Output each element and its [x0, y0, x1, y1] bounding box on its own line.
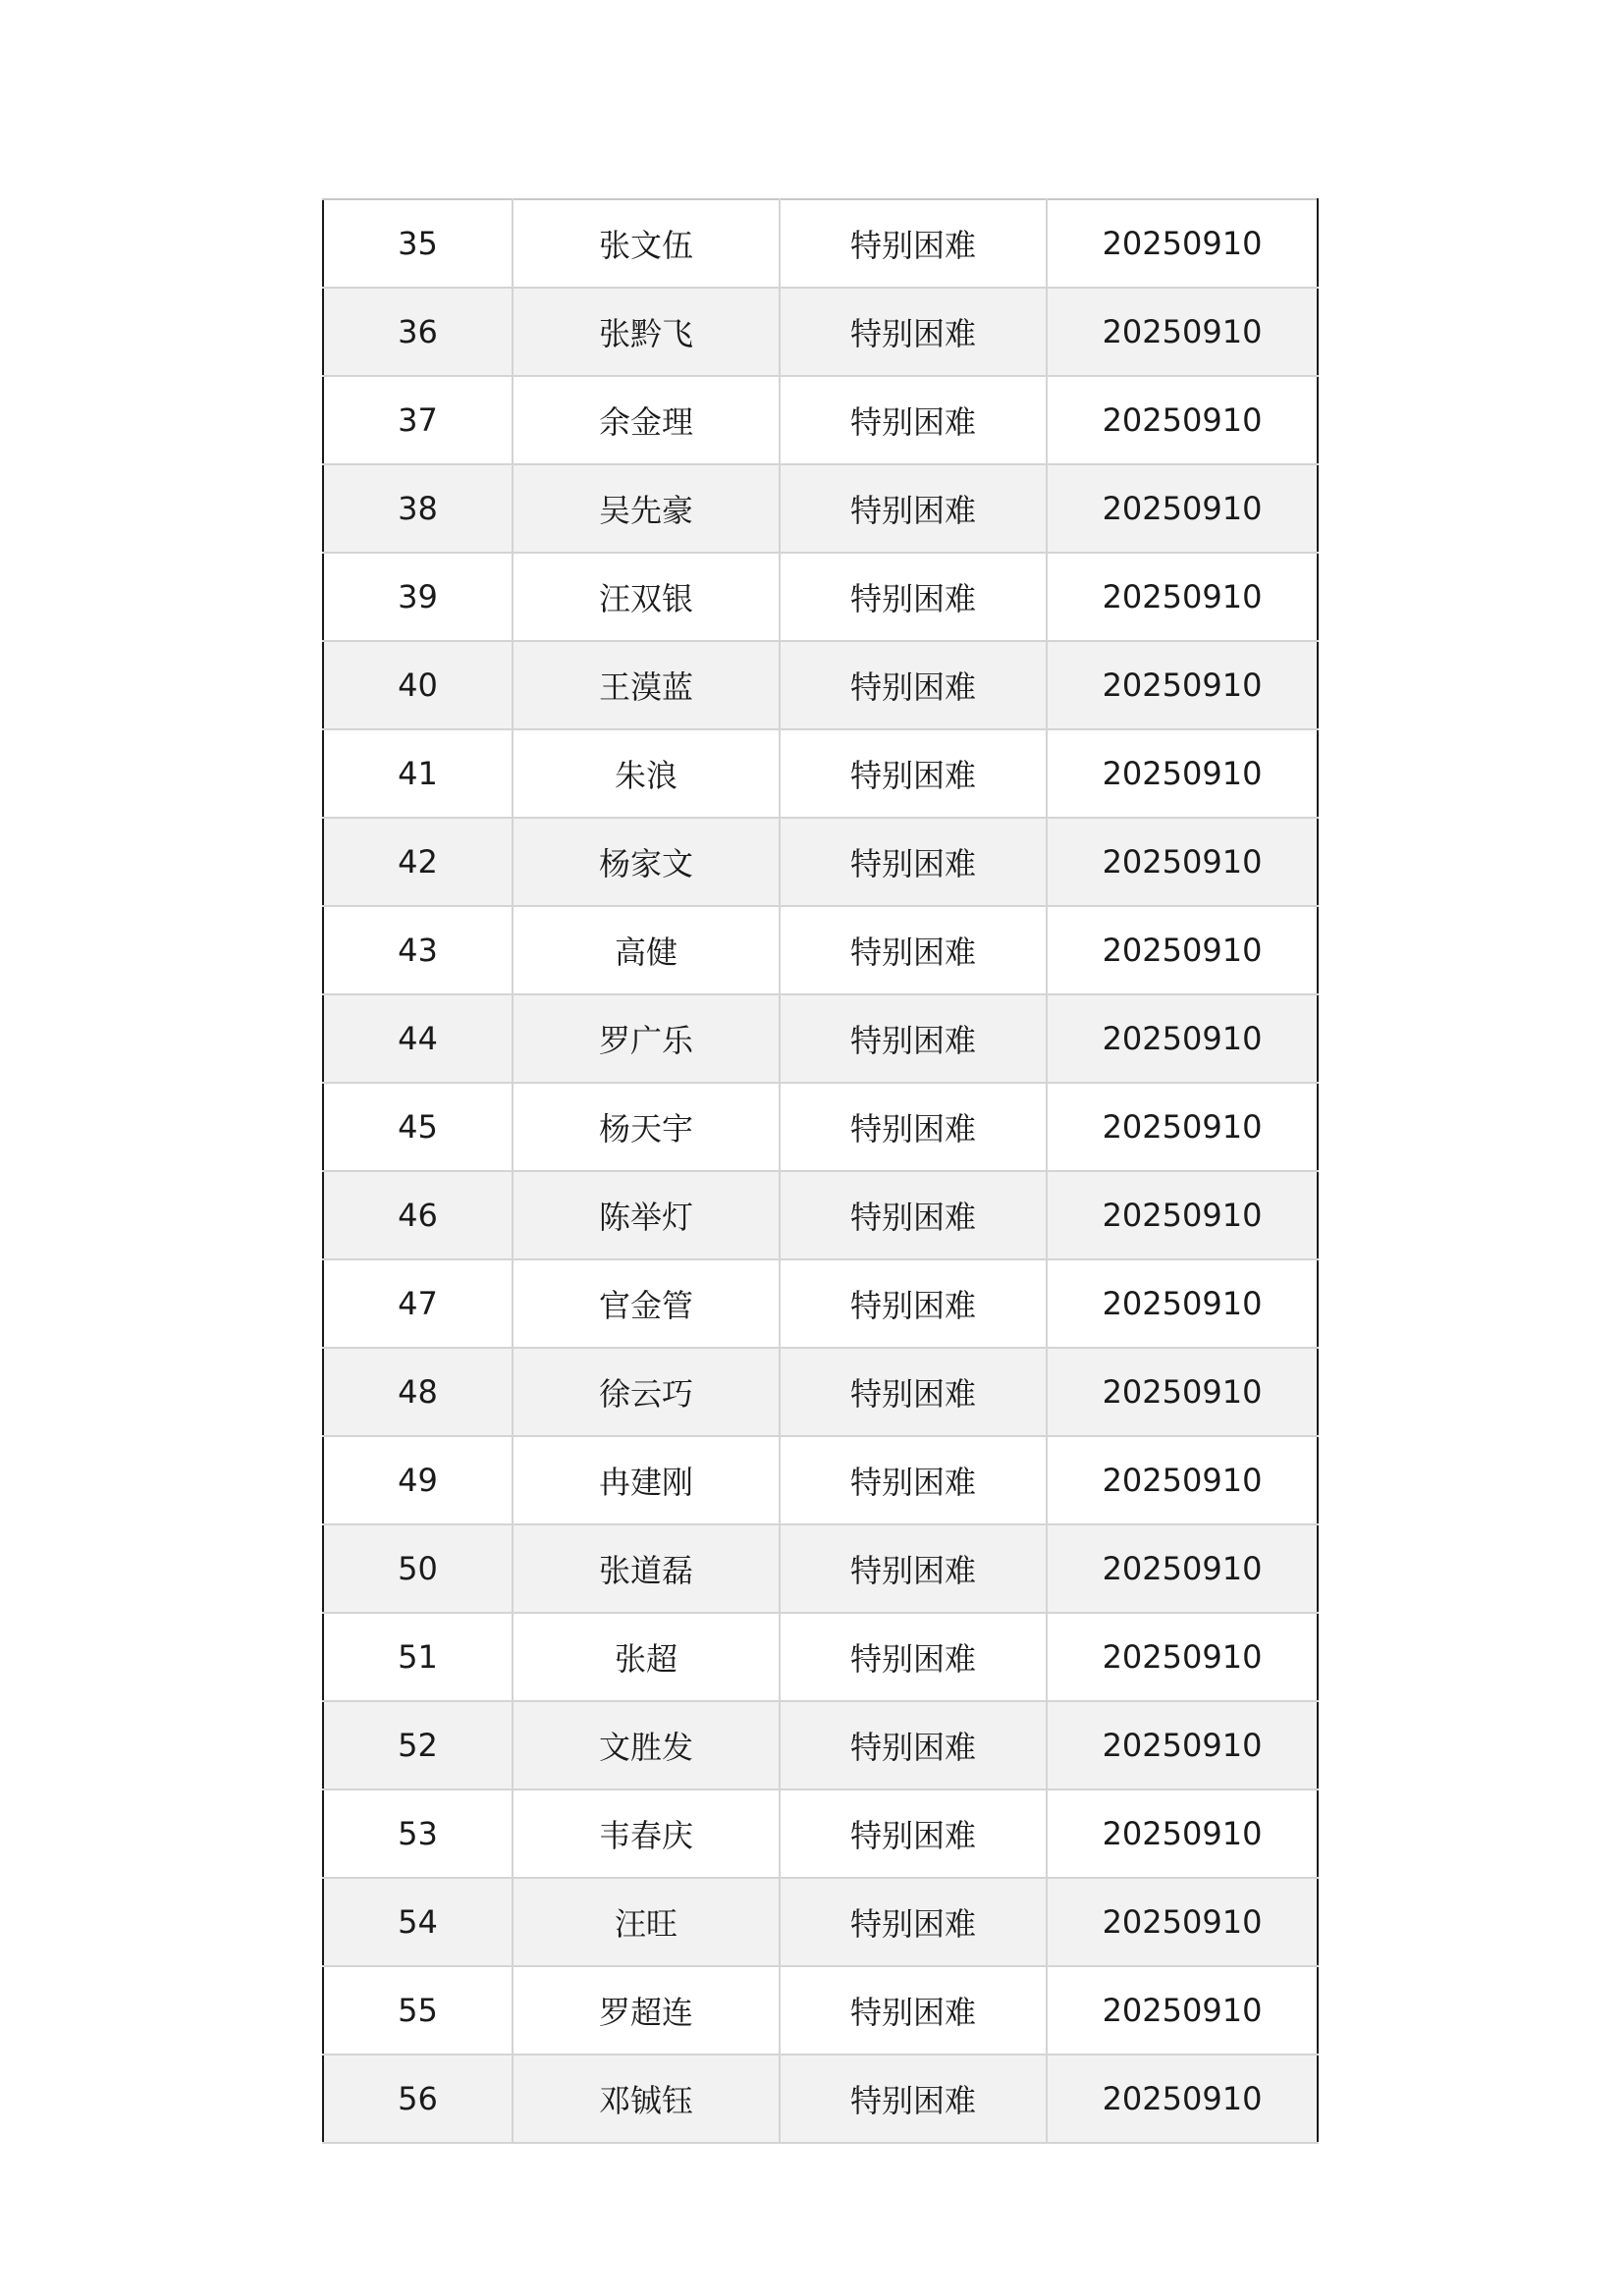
- name-cell: 邓铖钰: [513, 2055, 780, 2143]
- row-number-cell: 53: [323, 1789, 513, 1878]
- date-cell: 20250910: [1047, 729, 1318, 818]
- row-number-cell: 52: [323, 1701, 513, 1789]
- row-number-cell: 43: [323, 906, 513, 994]
- table-row: [323, 1524, 1318, 1613]
- date-cell: 20250910: [1047, 199, 1318, 288]
- name-cell: 王漠蓝: [513, 641, 780, 729]
- date-cell: 20250910: [1047, 1348, 1318, 1436]
- date-cell: 20250910: [1047, 1613, 1318, 1701]
- table-row: [323, 1348, 1318, 1436]
- row-number-cell: 40: [323, 641, 513, 729]
- table-row: [323, 1878, 1318, 1966]
- name-cell: 张文伍: [513, 199, 780, 288]
- date-cell: 20250910: [1047, 1524, 1318, 1613]
- row-number-cell: 51: [323, 1613, 513, 1701]
- name-cell: 罗广乐: [513, 994, 780, 1083]
- table-row: [323, 818, 1318, 906]
- category-cell: 特别困难: [780, 1436, 1047, 1524]
- name-cell: 文胜发: [513, 1701, 780, 1789]
- row-number-cell: 38: [323, 464, 513, 553]
- name-cell: 杨家文: [513, 818, 780, 906]
- name-cell: 张黔飞: [513, 288, 780, 376]
- table-row: [323, 1701, 1318, 1789]
- table-row: [323, 729, 1318, 818]
- category-cell: 特别困难: [780, 199, 1047, 288]
- table-row: [323, 1966, 1318, 2055]
- date-cell: 20250910: [1047, 994, 1318, 1083]
- table-row: [323, 1789, 1318, 1878]
- category-cell: 特别困难: [780, 1878, 1047, 1966]
- date-cell: 20250910: [1047, 1789, 1318, 1878]
- category-cell: 特别困难: [780, 906, 1047, 994]
- row-number-cell: 44: [323, 994, 513, 1083]
- date-cell: 20250910: [1047, 288, 1318, 376]
- table-row: [323, 1259, 1318, 1348]
- name-cell: 高健: [513, 906, 780, 994]
- category-cell: 特别困难: [780, 1348, 1047, 1436]
- category-cell: 特别困难: [780, 1259, 1047, 1348]
- table-row: [323, 994, 1318, 1083]
- date-cell: 20250910: [1047, 2055, 1318, 2143]
- name-cell: 韦春庆: [513, 1789, 780, 1878]
- name-cell: 朱浪: [513, 729, 780, 818]
- date-cell: 20250910: [1047, 376, 1318, 464]
- category-cell: 特别困难: [780, 553, 1047, 641]
- category-cell: 特别困难: [780, 641, 1047, 729]
- date-cell: 20250910: [1047, 1966, 1318, 2055]
- row-number-cell: 36: [323, 288, 513, 376]
- row-number-cell: 42: [323, 818, 513, 906]
- row-number-cell: 50: [323, 1524, 513, 1613]
- row-number-cell: 49: [323, 1436, 513, 1524]
- table-row: [323, 906, 1318, 994]
- row-number-cell: 41: [323, 729, 513, 818]
- date-cell: 20250910: [1047, 464, 1318, 553]
- date-cell: 20250910: [1047, 641, 1318, 729]
- date-cell: 20250910: [1047, 1171, 1318, 1259]
- row-number-cell: 56: [323, 2055, 513, 2143]
- row-number-cell: 48: [323, 1348, 513, 1436]
- recipient-table: [322, 198, 1319, 2144]
- name-cell: 罗超连: [513, 1966, 780, 2055]
- table-row: [323, 1083, 1318, 1171]
- date-cell: 20250910: [1047, 1083, 1318, 1171]
- name-cell: 冉建刚: [513, 1436, 780, 1524]
- name-cell: 杨天宇: [513, 1083, 780, 1171]
- recipient-table-container: [322, 198, 1317, 2144]
- table-row: [323, 553, 1318, 641]
- table-row: [323, 199, 1318, 288]
- table-row: [323, 641, 1318, 729]
- category-cell: 特别困难: [780, 1524, 1047, 1613]
- name-cell: 汪旺: [513, 1878, 780, 1966]
- category-cell: 特别困难: [780, 464, 1047, 553]
- name-cell: 汪双银: [513, 553, 780, 641]
- row-number-cell: 54: [323, 1878, 513, 1966]
- date-cell: 20250910: [1047, 1436, 1318, 1524]
- row-number-cell: 39: [323, 553, 513, 641]
- date-cell: 20250910: [1047, 906, 1318, 994]
- category-cell: 特别困难: [780, 1171, 1047, 1259]
- row-number-cell: 55: [323, 1966, 513, 2055]
- date-cell: 20250910: [1047, 553, 1318, 641]
- category-cell: 特别困难: [780, 1613, 1047, 1701]
- category-cell: 特别困难: [780, 1789, 1047, 1878]
- row-number-cell: 35: [323, 199, 513, 288]
- table-row: [323, 1171, 1318, 1259]
- table-row: [323, 464, 1318, 553]
- row-number-cell: 45: [323, 1083, 513, 1171]
- table-row: [323, 376, 1318, 464]
- date-cell: 20250910: [1047, 1701, 1318, 1789]
- name-cell: 徐云巧: [513, 1348, 780, 1436]
- name-cell: 吴先豪: [513, 464, 780, 553]
- name-cell: 张超: [513, 1613, 780, 1701]
- name-cell: 余金理: [513, 376, 780, 464]
- row-number-cell: 46: [323, 1171, 513, 1259]
- name-cell: 陈举灯: [513, 1171, 780, 1259]
- table-row: [323, 2055, 1318, 2143]
- category-cell: 特别困难: [780, 376, 1047, 464]
- category-cell: 特别困难: [780, 288, 1047, 376]
- category-cell: 特别困难: [780, 729, 1047, 818]
- category-cell: 特别困难: [780, 1701, 1047, 1789]
- category-cell: 特别困难: [780, 1083, 1047, 1171]
- row-number-cell: 37: [323, 376, 513, 464]
- category-cell: 特别困难: [780, 2055, 1047, 2143]
- date-cell: 20250910: [1047, 1259, 1318, 1348]
- date-cell: 20250910: [1047, 1878, 1318, 1966]
- category-cell: 特别困难: [780, 818, 1047, 906]
- table-row: [323, 1436, 1318, 1524]
- table-row: [323, 1613, 1318, 1701]
- date-cell: 20250910: [1047, 818, 1318, 906]
- row-number-cell: 47: [323, 1259, 513, 1348]
- name-cell: 官金管: [513, 1259, 780, 1348]
- table-body: [323, 199, 1318, 2143]
- category-cell: 特别困难: [780, 1966, 1047, 2055]
- category-cell: 特别困难: [780, 994, 1047, 1083]
- table-row: [323, 288, 1318, 376]
- name-cell: 张道磊: [513, 1524, 780, 1613]
